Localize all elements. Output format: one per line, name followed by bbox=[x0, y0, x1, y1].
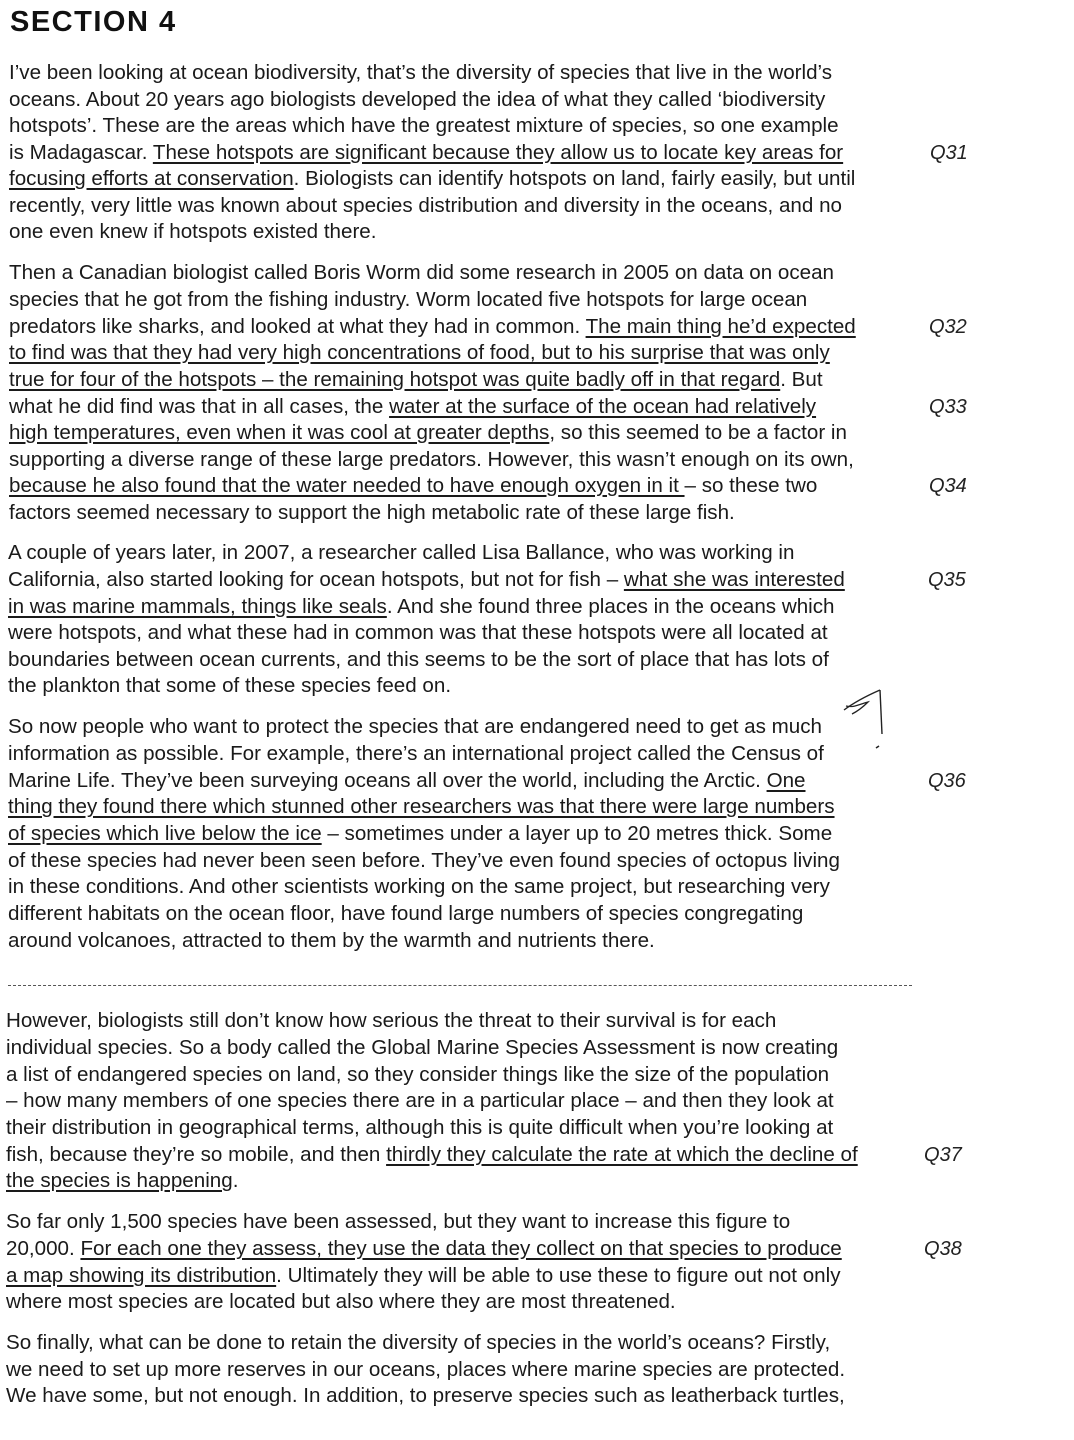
text-line bbox=[6, 1263, 841, 1289]
text-line bbox=[9, 447, 854, 473]
text-line bbox=[9, 367, 823, 393]
underlined-answer-text: in was marine mammals, things like seals bbox=[8, 595, 387, 618]
text-segment: So far only 1,500 species have been assessed, but they want to increase this figure to bbox=[6, 1210, 791, 1233]
text-segment: However, biologists still don’t know how serious the threat to their survival is for each bbox=[6, 1009, 777, 1032]
underlined-answer-text: water at the surface of the ocean had relatively bbox=[389, 395, 817, 418]
text-line bbox=[9, 219, 376, 245]
text-segment: Then a Canadian biologist called Boris Worm did some research in 2005 on data on ocean bbox=[9, 261, 835, 284]
text-segment: supporting a diverse range of these large predators. However, this wasn’t enough on its own, bbox=[9, 448, 854, 471]
text-segment: different habitats on the ocean floor, have found large numbers of species congregating bbox=[8, 902, 804, 925]
question-label: Q33 bbox=[929, 396, 967, 418]
question-label: Q32 bbox=[929, 316, 967, 338]
text-line bbox=[8, 794, 835, 820]
underlined-answer-text: because he also found that the water needed to have enough oxygen in it bbox=[9, 474, 685, 497]
text-segment: I’ve been looking at ocean biodiversity, that’s the diversity of species that live in the world’s bbox=[9, 61, 833, 84]
text-segment: one even knew if hotspots existed there. bbox=[9, 220, 377, 243]
text-segment: – how many members of one species there are in a particular place – and then they look at bbox=[6, 1089, 834, 1112]
handwritten-mark-icon bbox=[838, 684, 898, 754]
text-segment: . Biologists can identify hotspots on land, fairly easily, but until bbox=[293, 167, 856, 190]
underlined-answer-text: These hotspots are significant because they allow us to locate key areas for bbox=[152, 141, 844, 164]
text-segment: fish, because they’re so mobile, and then bbox=[6, 1143, 387, 1166]
text-segment: the plankton that some of these species feed on. bbox=[8, 674, 452, 697]
underlined-answer-text: a map showing its distribution bbox=[6, 1264, 277, 1287]
text-line bbox=[6, 1088, 834, 1114]
text-segment: – so these two bbox=[684, 474, 818, 497]
text-line bbox=[9, 394, 816, 420]
underlined-answer-text: thing they found there which stunned other researchers was that there were large numbers bbox=[8, 795, 835, 818]
text-line bbox=[8, 714, 822, 740]
text-segment: factors seemed necessary to support the high metabolic rate of these large fish. bbox=[9, 501, 735, 524]
text-segment: So now people who want to protect the species that are endangered need to get as much bbox=[8, 715, 822, 738]
question-label: Q38 bbox=[924, 1238, 962, 1260]
text-line bbox=[9, 87, 825, 113]
text-line bbox=[8, 901, 803, 927]
text-segment: . bbox=[232, 1169, 239, 1192]
text-segment: Marine Life. They’ve been surveying oceans all over the world, including the Arctic. bbox=[8, 769, 767, 792]
text-line bbox=[6, 1289, 676, 1315]
text-line bbox=[8, 768, 806, 794]
text-line bbox=[9, 340, 830, 366]
underlined-answer-text: to find was that they had very high concentrations of food, but to his surprise that was only bbox=[9, 341, 830, 364]
text-segment: oceans. About 20 years ago biologists developed the idea of what they called ‘biodiversity bbox=[9, 88, 826, 111]
text-line bbox=[6, 1008, 776, 1034]
text-line bbox=[9, 113, 839, 139]
text-line bbox=[6, 1330, 830, 1356]
text-segment: information as possible. For example, there’s an international project called the Census of bbox=[8, 742, 824, 765]
text-line bbox=[9, 473, 817, 499]
section-heading: SECTION 4 bbox=[10, 6, 177, 38]
text-line bbox=[6, 1383, 845, 1409]
text-segment: We have some, but not enough. In addition, to preserve species such as leatherback turtles, bbox=[6, 1384, 845, 1407]
text-segment: in these conditions. And other scientists working on the same project, but researching very bbox=[8, 875, 830, 898]
text-line bbox=[9, 60, 832, 86]
text-line bbox=[8, 594, 834, 620]
text-segment: predators like sharks, and looked at what they had in common. bbox=[9, 315, 586, 338]
text-segment: their distribution in geographical terms, although this is quite difficult when you’re looking at bbox=[6, 1116, 834, 1139]
text-segment: – sometimes under a layer up to 20 metres thick. Some bbox=[321, 822, 833, 845]
text-line bbox=[6, 1236, 842, 1262]
question-label: Q36 bbox=[928, 770, 966, 792]
question-label: Q37 bbox=[924, 1144, 962, 1166]
text-segment: . Ultimately they will be able to use these to figure out not only bbox=[276, 1264, 841, 1287]
text-line bbox=[6, 1357, 845, 1383]
text-segment: where most species are located but also where they are most threatened. bbox=[6, 1290, 676, 1313]
text-segment: boundaries between ocean currents, and this seems to be the sort of place that has lots of bbox=[8, 648, 829, 671]
text-segment: around volcanoes, attracted to them by the warmth and nutrients there. bbox=[8, 929, 655, 952]
text-segment: were hotspots, and what these had in common was that these hotspots were all located at bbox=[8, 621, 828, 644]
text-line bbox=[8, 673, 451, 699]
text-line bbox=[8, 848, 840, 874]
text-line bbox=[9, 140, 843, 166]
text-segment: So finally, what can be done to retain the diversity of species in the world’s oceans? Firstly, bbox=[6, 1331, 831, 1354]
text-line bbox=[8, 540, 794, 566]
text-segment: . And she found three places in the oceans which bbox=[386, 595, 835, 618]
text-segment: species that he got from the fishing industry. Worm located five hotspots for large ocean bbox=[9, 288, 808, 311]
text-line bbox=[9, 193, 842, 219]
underlined-answer-text: For each one they assess, they use the data they collect on that species to produce bbox=[80, 1237, 842, 1260]
text-line bbox=[8, 620, 828, 646]
underlined-answer-text: focusing efforts at conservation bbox=[9, 167, 294, 190]
dashed-divider bbox=[8, 985, 912, 986]
underlined-answer-text: high temperatures, even when it was cool at greater depths bbox=[9, 421, 550, 444]
underlined-answer-text: what she was interested bbox=[623, 568, 845, 591]
text-segment: 20,000. bbox=[6, 1237, 81, 1260]
question-label: Q35 bbox=[928, 569, 966, 591]
text-line bbox=[9, 287, 807, 313]
text-line bbox=[9, 166, 855, 192]
text-line bbox=[6, 1142, 858, 1168]
text-line bbox=[8, 874, 830, 900]
text-line bbox=[6, 1035, 838, 1061]
text-line bbox=[9, 260, 834, 286]
text-line bbox=[6, 1062, 829, 1088]
underlined-answer-text: One bbox=[766, 769, 806, 792]
underlined-answer-text: of species which live below the ice bbox=[8, 822, 322, 845]
text-segment: recently, very little was known about species distribution and diversity in the oceans, and no bbox=[9, 194, 842, 217]
text-segment: hotspots’. These are the areas which have the greatest mixture of species, so one example bbox=[9, 114, 839, 137]
underlined-answer-text: The main thing he’d expected bbox=[585, 315, 856, 338]
text-line bbox=[9, 314, 856, 340]
text-segment: . But bbox=[780, 368, 823, 391]
text-line bbox=[8, 928, 655, 954]
text-line bbox=[6, 1168, 238, 1194]
text-line bbox=[9, 420, 847, 446]
underlined-answer-text: thirdly they calculate the rate at which the decline of bbox=[386, 1143, 858, 1166]
text-segment: individual species. So a body called the Global Marine Species Assessment is now creating bbox=[6, 1036, 839, 1059]
text-line bbox=[8, 567, 845, 593]
text-line bbox=[8, 821, 832, 847]
text-segment: what he did find was that in all cases, the bbox=[9, 395, 390, 418]
text-line bbox=[6, 1209, 790, 1235]
underlined-answer-text: true for four of the hotspots – the remaining hotspot was quite badly off in that regard bbox=[9, 368, 781, 391]
underlined-answer-text: the species is happening bbox=[6, 1169, 233, 1192]
text-line bbox=[6, 1115, 833, 1141]
question-label: Q31 bbox=[930, 142, 968, 164]
question-label: Q34 bbox=[929, 475, 967, 497]
text-line bbox=[8, 741, 824, 767]
text-segment: we need to set up more reserves in our oceans, places where marine species are protected. bbox=[6, 1358, 846, 1381]
text-segment: A couple of years later, in 2007, a researcher called Lisa Ballance, who was working in bbox=[8, 541, 795, 564]
text-segment: , so this seemed to be a factor in bbox=[549, 421, 847, 444]
text-line bbox=[8, 647, 829, 673]
text-segment: a list of endangered species on land, so they consider things like the size of the population bbox=[6, 1063, 830, 1086]
text-line bbox=[9, 500, 735, 526]
text-segment: is Madagascar. bbox=[9, 141, 153, 164]
text-segment: of these species had never been seen before. They’ve even found species of octopus living bbox=[8, 849, 840, 872]
text-segment: California, also started looking for ocean hotspots, but not for fish – bbox=[8, 568, 624, 591]
